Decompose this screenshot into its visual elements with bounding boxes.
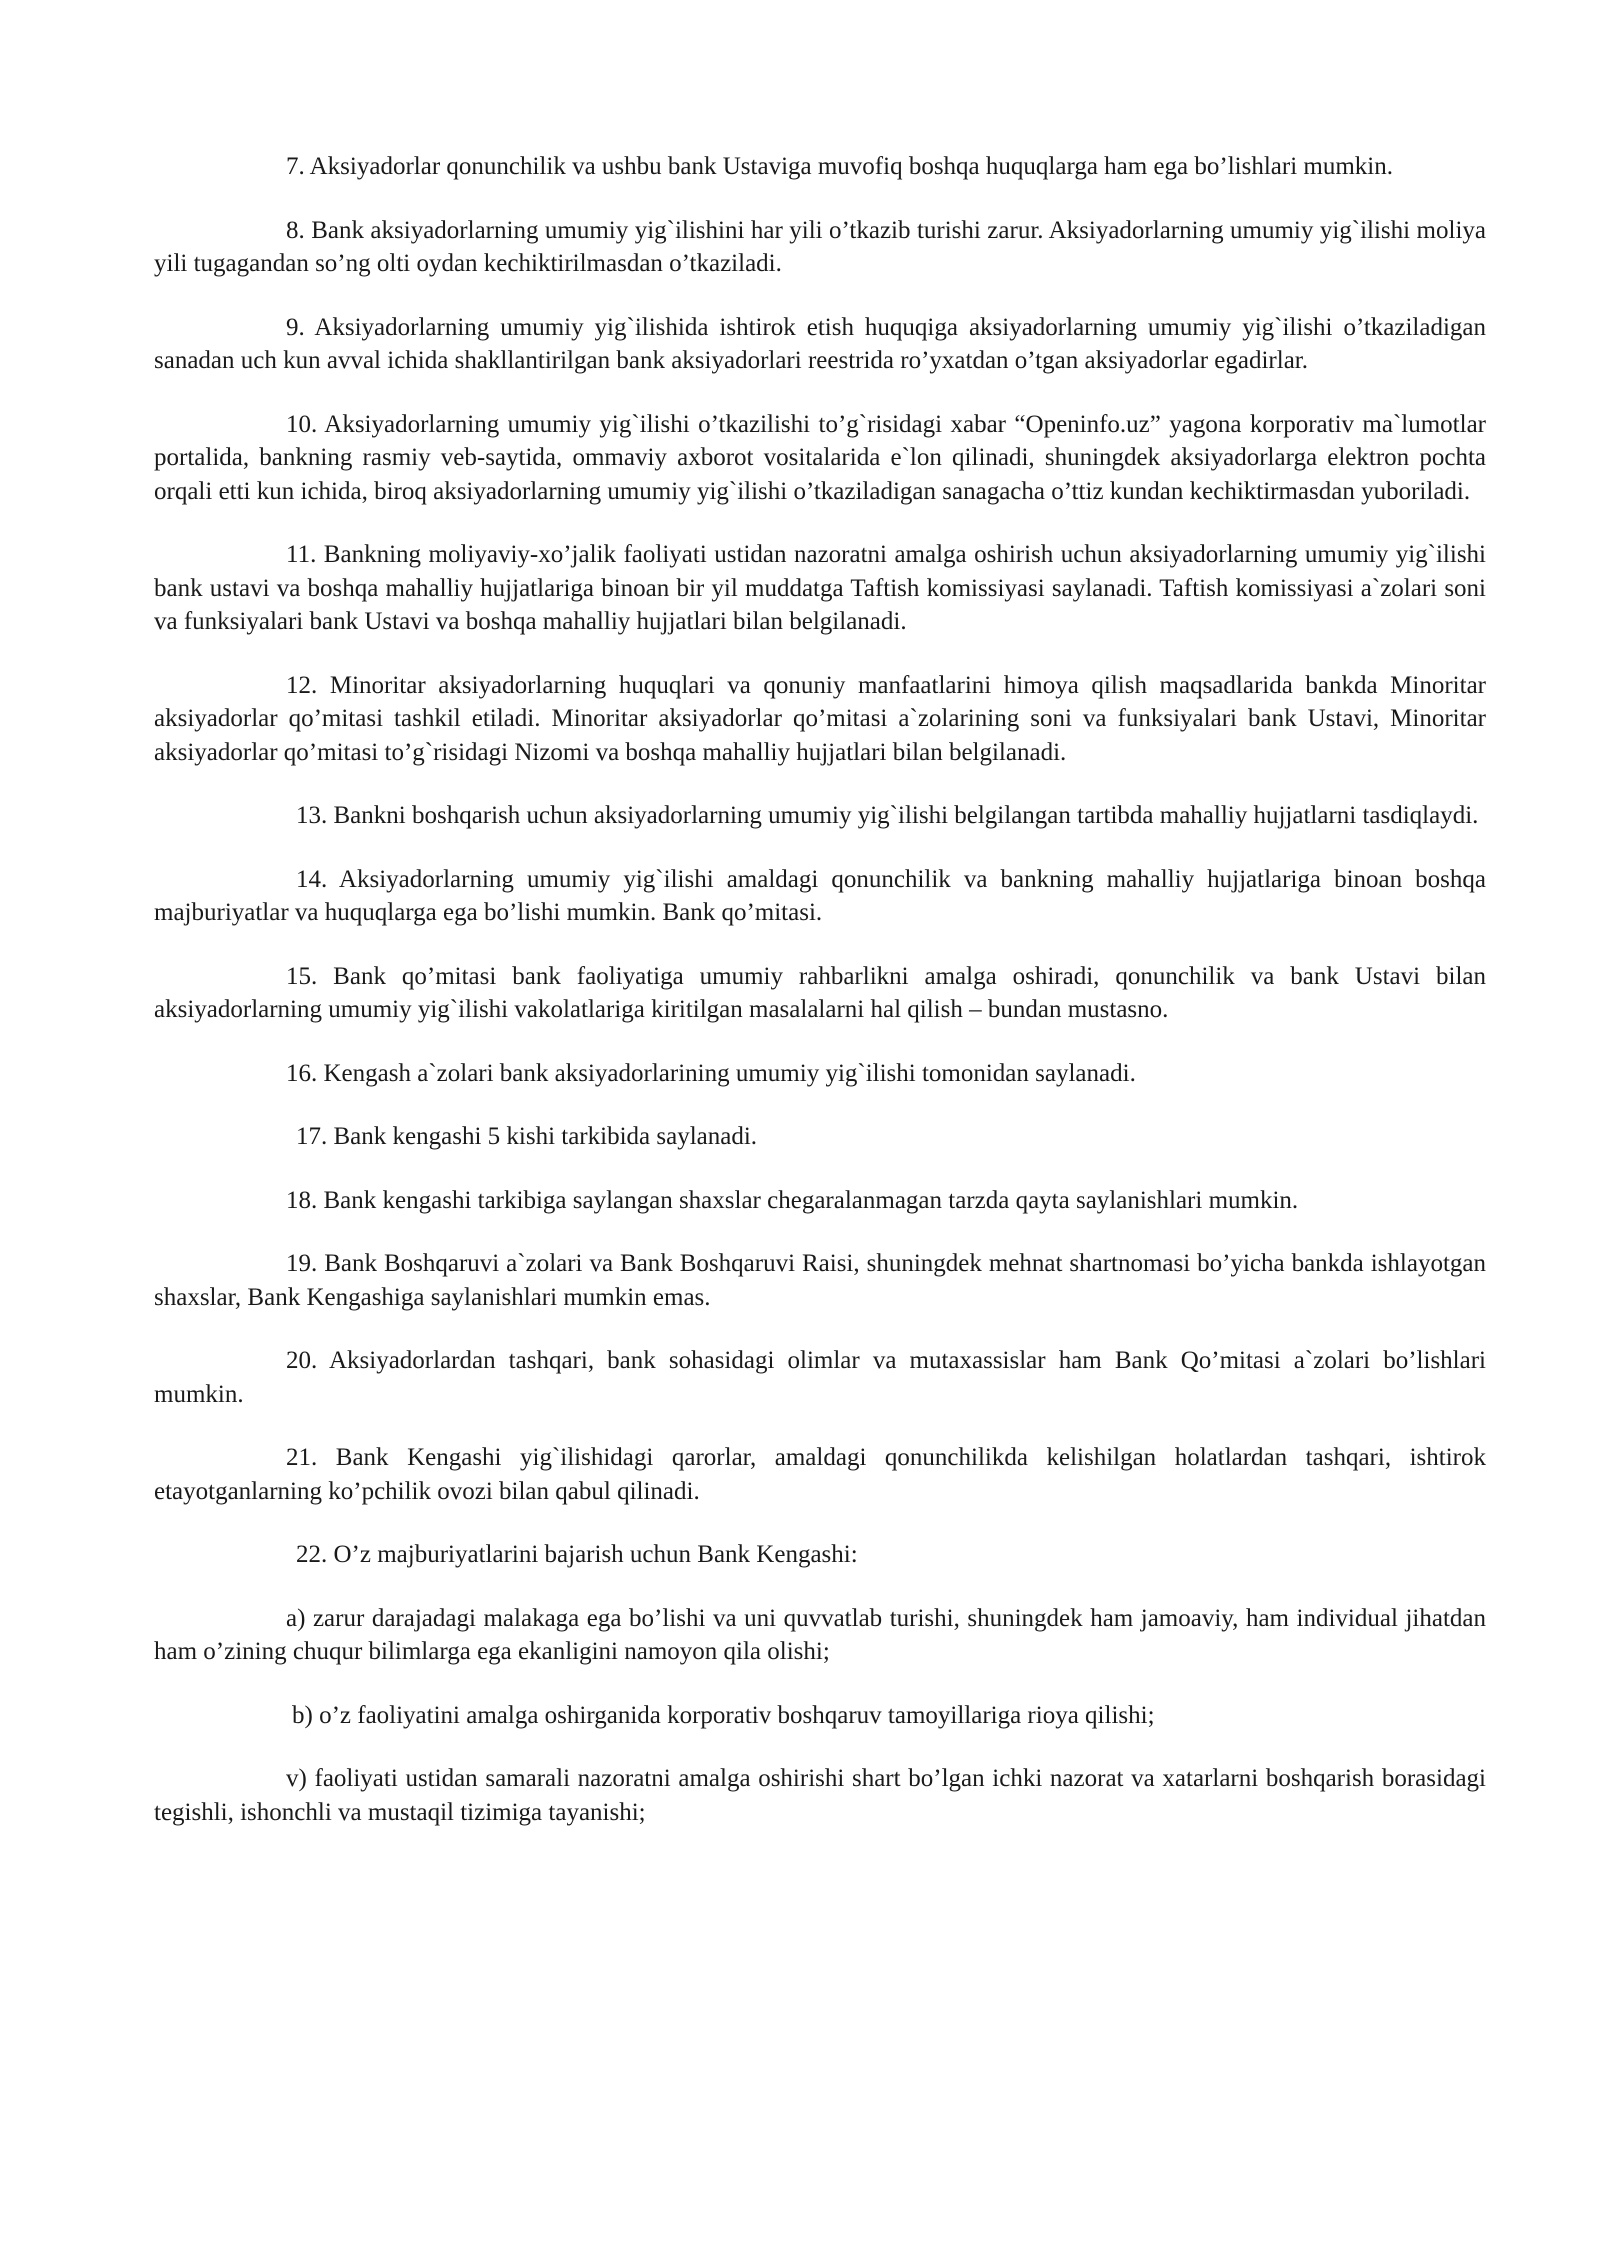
- paragraph-22: 22. O’z majburiyatlarini bajarish uchun Bank Kengashi:: [296, 1541, 858, 1568]
- list-item-v: v) faoliyati ustidan samarali nazoratni amalga oshirishi shart bo’lgan ichki nazorat va xatarlarni boshqarish borasidagi tegishli, ishonchli va mustaqil tizimiga tayanishi;: [154, 1765, 1486, 1826]
- paragraph-15: 15. Bank qo’mitasi bank faoliyatiga umumiy rahbarlikni amalga oshiradi, qonunchilik va bank Ustavi bilan aksiyadorlarning umumiy yig`ilishi vakolatlariga kiritilgan masalalarni hal qilish – bundan mustasno.: [154, 962, 1486, 1023]
- paragraph-18: 18. Bank kengashi tarkibiga saylangan shaxslar chegaralanmagan tarzda qayta saylanishlari mumkin.: [286, 1186, 1299, 1214]
- paragraph-11: 11. Bankning moliyaviy-xo’jalik faoliyati ustidan nazoratni amalga oshirish uchun aksiyadorlarning umumiy yig`ilishi bank ustavi va boshqa mahalliy hujjatlariga binoan bir yil muddatga Taftish komissiyasi saylanadi. Taftish komissiyasi a`zolari soni va funksiyalari bank Ustavi va boshqa mahalliy hujjatlari bilan belgilanadi.: [154, 541, 1486, 635]
- list-item-a: a) zarur darajadagi malakaga ega bo’lishi va uni quvvatlab turishi, shuningdek ham jamoaviy, ham individual jihatdan ham o’zining chuqur bilimlarga ega ekanligini namoyon qila olishi;: [154, 1604, 1486, 1665]
- paragraph-8: 8. Bank aksiyadorlarning umumiy yig`ilishini har yili o’tkazib turishi zarur. Aksiyadorlarning umumiy yig`ilishi moliya yili tugagandan so’ng olti oydan kechiktirilmasdan o’tkaziladi.: [154, 216, 1486, 277]
- paragraph-19: 19. Bank Boshqaruvi a`zolari va Bank Boshqaruvi Raisi, shuningdek mehnat shartnomasi bo’yicha bankda ishlayotgan shaxslar, Bank Kengashiga saylanishlari mumkin emas.: [154, 1250, 1486, 1311]
- document-page: [154, 150, 1486, 1859]
- paragraph-17: 17. Bank kengashi 5 kishi tarkibida saylanadi.: [296, 1123, 758, 1150]
- paragraph-21: 21. Bank Kengashi yig`ilishidagi qarorlar, amaldagi qonunchilikda kelishilgan holatlardan tashqari, ishtirok etayotganlarning ko’pchilik ovozi bilan qabul qilinadi.: [154, 1444, 1486, 1505]
- paragraph-9: 9. Aksiyadorlarning umumiy yig`ilishida ishtirok etish huquqiga aksiyadorlarning umumiy yig`ilishi o’tkaziladigan sanadan uch kun avval ichida shakllantirilgan bank aksiyadorlari reestrida ro’yxatdan o’tgan aksiyadorlar egadirlar.: [154, 313, 1486, 374]
- paragraph-20: 20. Aksiyadorlardan tashqari, bank sohasidagi olimlar va mutaxassislar ham Bank Qo’mitasi a`zolari bo’lishlari mumkin.: [154, 1347, 1486, 1408]
- list-item-b: b) o’z faoliyatini amalga oshirganida korporativ boshqaruv tamoyillariga rioya qilishi;: [292, 1701, 1155, 1729]
- paragraph-13: 13. Bankni boshqarish uchun aksiyadorlarning umumiy yig`ilishi belgilangan tartibda mahalliy hujjatlarni tasdiqlaydi.: [296, 802, 1479, 829]
- paragraph-16: 16. Kengash a`zolari bank aksiyadorlarining umumiy yig`ilishi tomonidan saylanadi.: [286, 1059, 1136, 1087]
- paragraph-7: 7. Aksiyadorlar qonunchilik va ushbu bank Ustaviga muvofiq boshqa huquqlarga ham ega bo’lishlari mumkin.: [286, 153, 1393, 180]
- paragraph-14: 14. Aksiyadorlarning umumiy yig`ilishi amaldagi qonunchilik va bankning mahalliy hujjatlariga binoan boshqa majburiyatlar va huquqlarga ega bo’lishi mumkin. Bank qo’mitasi.: [154, 865, 1486, 926]
- paragraph-10: 10. Aksiyadorlarning umumiy yig`ilishi o’tkazilishi to’g`risidagi xabar “Openinfo.uz” yagona korporativ ma`lumotlar portalida, bankning rasmiy veb-saytida, ommaviy axborot vositalarida e`lon qilinadi, shuningdek aksiyadorlarga elektron pochta orqali etti kun ichida, biroq aksiyadorlarning umumiy yig`ilishi o’tkaziladigan sanagacha o’ttiz kundan kechiktirmasdan yuboriladi.: [154, 410, 1486, 505]
- paragraph-12: 12. Minoritar aksiyadorlarning huquqlari va qonuniy manfaatlarini himoya qilish maqsadlarida bankda Minoritar aksiyadorlar qo’mitasi tashkil etiladi. Minoritar aksiyadorlar qo’mitasi a`zolarining soni va funksiyalari bank Ustavi, Minoritar aksiyadorlar qo’mitasi to’g`risidagi Nizomi va boshqa mahalliy hujjatlari bilan belgilanadi.: [154, 671, 1486, 766]
